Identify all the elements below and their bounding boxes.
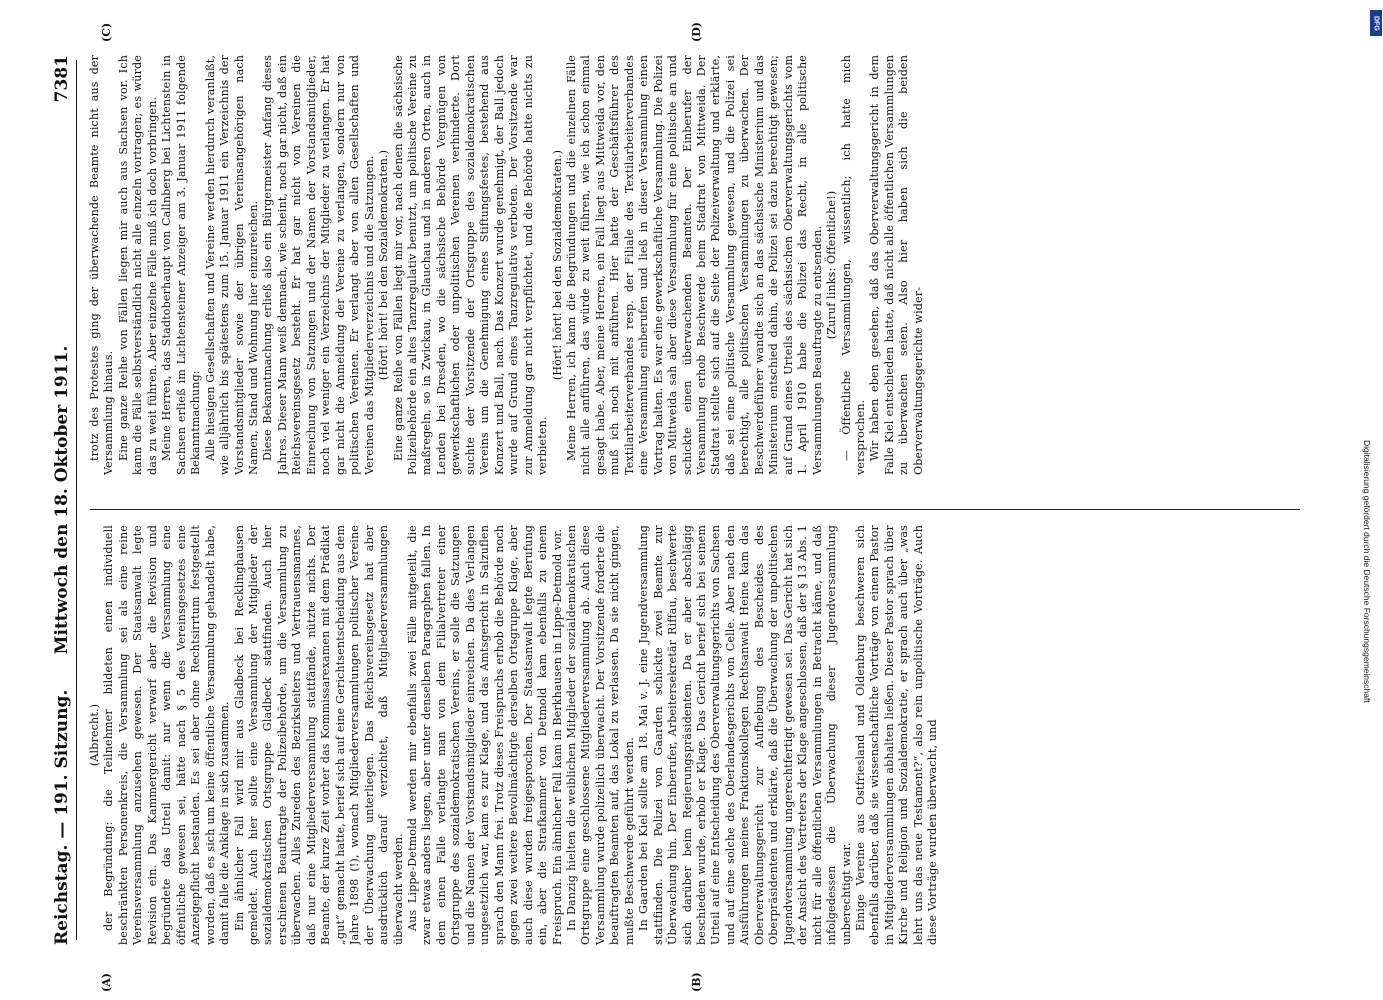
paragraph: Alle hiesigen Gesellschaften und Vereine werden hierdurch veranlaßt, wie alljährlich bis spätestens zum 15. Januar 1911 ein Verzeichnis der Vorstandsmitglieder sowie der übrigen Vereinsangehörigen nach Namen, Stand und Wohnung hier einzureichen. [203,55,260,475]
paragraph: Ein ähnlicher Fall wird mir aus Gladbeck bei Recklinghausen gemeldet. Auch hier sollte eine Versammlung der Mitglieder der sozialdemokratischen Ortsgruppe Gladbeck stattfinden. Auch hier erschienen Beauftragte der Polizeibehörde, um die Versammlung zu überwachen. Alles Zureden des Bezirksleiters und Vertrauensmannes, daß nur eine Mitgliederversammlung stattfände, nützte nichts. Der Beamte, der kurze Zeit vorher das Kommissarexamen mit dem Prädikat „gut“ gemacht hatte, berief sich auf eine Gerichtsentscheidung aus dem Jahre 1898 (!), wonach Mitgliederversammlungen politischer Vereine der Überwachung unterliegen. Das Reichsvereinsgesetz hat aber ausdrücklich darauf verzichtet, daß Mitgliederversammlungen überwacht werden. [232,525,405,945]
paragraph: (Hört! hört! bei den Sozialdemokraten.) [550,149,564,381]
page-header [52,55,78,945]
margin-marker-b: (B) [690,972,703,992]
dfg-stamp-text: Digitalisierung gefördert durch die Deutsche Forschungsgemeinschaft [1362,440,1372,703]
header-rule [76,60,77,940]
right-column [88,55,1308,475]
header-session: Reichstag. — 191. Sitzung. [52,689,72,945]
paragraph: In Danzig hielten die weiblichen Mitglieder der sozialdemokratischen Ortsgruppe eine geschlossene Mitgliederversammlung ab. Auch diese Versammlung wurde polizeilich überwacht. Der Vorsitzende forderte die beauftragten Beamten auf, das Lokal zu verlassen. Da sie nicht gingen, mußte Beschwerde geführt werden. [564,525,636,945]
paragraph: Eine ganze Reihe von Fällen liegt mir vor, nach denen die sächsische Polizeibehörde ein altes Tanzregulativ benutzt, um politische Vereine zu maßregeln, so in Zwickau, in Glauchau und in anderen Orten, auch in Lenden bei Dresden, wo die sächsische Behörde Vergnügen von gewerkschaftlichen oder unpolitischen Vereinen verhinderte. Dort suchte der Vorsitzende der Ortsgruppe des sozialdemokratischen Vereins um die Genehmigung eines Stiftungsfestes, bestehend aus Konzert und Ball, nach. Das Konzert wurde genehmigt, der Ball jedoch wurde auf Grund eines Tanzregulativs verboten. Der Vorsitzende war zur Anmeldung gar nicht verpflichtet, und die Behörde hatte nichts zu verbieten. [391,55,550,475]
header-date: Mittwoch den 18. Oktober 1911. [52,345,72,655]
paragraph: In Gaarden bei Kiel sollte am 18. Mai v. J. eine Jugendversammlung stattfinden. Die Polizei von Gaarden schickte zwei Beamte zur Überwachung hin. Der Einberufer, Arbeitersekretär Riffau, beschwerte sich darüber beim Regierungspräsidenten. Da er aber abschlägig beschieden wurde, erhob er Klage. Das Gericht berief sich bei seinem Urteil auf eine Entscheidung des Oberverwaltungsgerichts von Sachsen und auf eine solche des Oberlandesgerichts von Celle. Aber nach den Ausführungen meines Fraktionskollegen Rechtsanwalt Heine kam das Oberverwaltungsgericht zur Aufhebung des Bescheides des Oberpräsidenten und erklärte, daß die Überwachung der unpolitischen Jugendversammlung ungerechtfertigt gewesen sei. Das Gericht hat sich der Ansicht des Vertreters der Klage angeschlossen, daß der § 13 Abs. 1 nicht für alle öffentlichen Versammlungen in Betracht käme, und daß infolgedessen die Überwachung dieser Jugendversammlung unberechtigt war. [637,525,853,945]
page-number: 7381 [52,55,72,103]
paragraph: Aus Lippe-Detmold werden mir ebenfalls zwei Fälle mitgeteilt, die zwar etwas anders liegen, aber unter denselben Paragraphen fallen. In dem einen Falle verlangte man von dem Filialvertreter einer Ortsgruppe des sozialdemokratischen Vereins, er solle die Satzungen und die Namen der Vorstandsmitglieder einreichen. Da dies Verlangen ungesetzlich war, kam es zur Klage, und das Amtsgericht in Salzuflen sprach den Mann frei. Trotz dieses Freispruchs erhob die Behörde noch gegen zwei weitere Bevollmächtigte derselben Ortsgruppe Klage, aber auch diese wurden freigesprochen. Der Staatsanwalt legte Berufung ein, aber die Strafkammer von Detmold kam ebenfalls zu einem Freispruch. Ein ähnlicher Fall kam in Berkhausen in Lippe-Detmold vor. [405,525,564,945]
paragraph: (Hört! hört! bei den Sozialdemokraten.) [377,149,391,381]
paragraph: Diese Bekanntmachung erließ also ein Bürgermeister Anfang dieses Jahres. Dieser Mann weiß demnach, wie scheint, noch gar nicht, daß ein Reichsvereinsgesetz besteht. Er hat gar nicht von Vereinen die Einreichung von Satzungen und der Namen der Vorstandsmitglieder, noch viel weniger ein Verzeichnis der Mitglieder zu verlangen. Er hat gar nicht die Anmeldung der Vereine zu verlangen, sondern nur von politischen Vereinen. Er verlangt aber von allen Gesellschaften und Vereinen das Mitgliederverzeichnis und die Satzungen. [261,55,376,475]
left-column [88,525,1308,945]
paragraph: Eine ganze Reihe von Fällen liegen mir auch aus Sachsen vor. Ich kann die Fälle selbstverständlich nicht alle einzeln vortragen; es würde das zu weit führen. Aber einzelne Fälle muß ich doch vorbringen. [116,55,159,475]
paragraph: (Zuruf links: Öffentliche!) [825,190,839,340]
margin-marker-a: (A) [100,973,113,992]
margin-marker-d: (D) [690,22,703,42]
paragraph: trotz des Protestes ging der überwachende Beamte nicht aus der Versammlung hinaus. [88,55,116,475]
paragraph: Einige Vereine aus Ostfriesland und Oldenburg beschweren sich ebenfalls darüber, daß sie wissenschaftliche Vorträge von einem Pastor in Mitgliederversammlungen abhalten ließen. Dieser Pastor sprach über Kirche und Religion und Sozialdemokratie, er sprach auch über „was lehrt uns das neue Testament?“, also rein unpolitische Vorträge. Auch diese Vorträge wurden überwacht, und [854,525,940,945]
margin-marker-c: (C) [100,22,113,42]
column-divider [90,509,1300,510]
dfg-logo: DFG [1370,10,1382,36]
paragraph: Wir haben eben gesehen, daß das Oberverwaltungsgericht in dem Falle Kiel entschieden hatte, daß nicht alle öffentlichen Versammlungen zu überwachen seien. Also hier haben sich die beiden Oberverwaltungsgerichte wider- [868,55,925,475]
paragraph: Meine Herren, das Stadtoberhaupt von Callnberg bei Lichtenstein in Sachsen erließ im Lichtensteiner Anzeiger am 3. Januar 1911 folgende Bekanntmachung: [160,55,203,475]
paragraph: — Öffentliche Versammlungen, wissentlich; ich hatte mich versprochen. [839,55,868,475]
paragraph: Meine Herren, ich kann die Begründungen und die einzelnen Fälle nicht alle anführen, das würde zu weit führen, wie ich schon einmal gesagt habe. Aber, meine Herren, ein Fall liegt aus Mittweida vor, den muß ich noch mit anführen. Hier hatte der Geschäftsführer des Textilarbeiterverbandes resp. der Filiale des Textilarbeiterverbandes eine Versammlung einberufen und ließ in dieser Versammlung einen Vortrag halten. Es war eine gewerkschaftliche Versammlung. Die Polizei von Mittweida sah aber diese Versammlung für eine politische an und schickte einen überwachenden Beamten. Der Einberufer der Versammlung erhob Beschwerde beim Stadtrat von Mittweida. Der Stadtrat stellte sich auf die Seite der Polizeiverwaltung und erklärte, daß sei eine politische Versammlung gewesen, und die Polizei sei berechtigt, alle politischen Versammlungen zu überwachen. Der Beschwerdeführer wandte sich an das sächsische Ministerium und das Ministerium entschied dahin, die Polizei sei dazu berechtigt gewesen; auf Grund eines Urteils des sächsischen Oberverwaltungsgerichts vom 1. April 1910 habe die Polizei das Recht, in alle politische Versammlungen Beauftragte zu entsenden. [564,55,824,475]
paragraph: der Begründung: die Teilnehmer bildeten einen individuell beschränkten Personenkreis, die Versammlung sei als eine reine Vereinsversammlung anzusehen gewesen. Der Staatsanwalt legte Revision ein. Das Kammergericht verwarf aber die Revision und begründete das Urteil damit: nur wenn die Versammlung eine öffentliche gewesen sei, hätte nach § 5 des Vereinsgesetzes eine Anzeigepflicht bestanden. Es sei aber ohne Rechtsirrtum festgestellt worden, daß es sich um keine öffentliche Versammlung gehandelt habe, damit falle die Anklage in sich zusammen. [102,525,232,945]
paragraph: (Albrecht.) [88,703,101,767]
